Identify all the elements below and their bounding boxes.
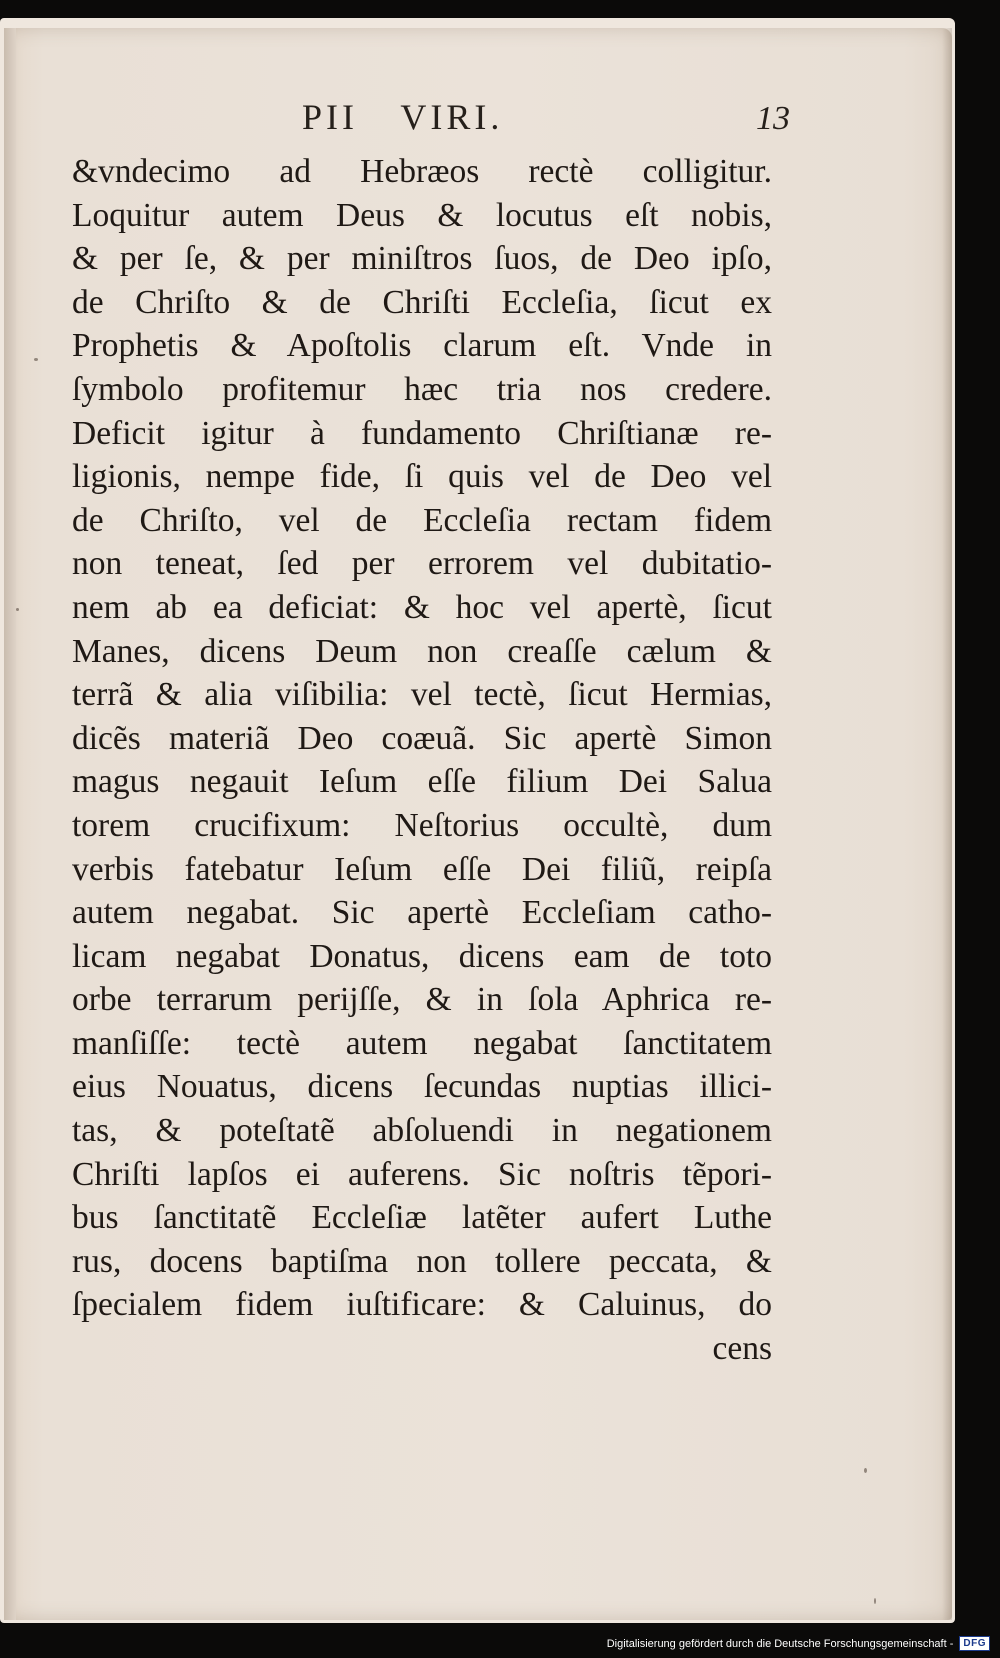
text-line: licam negabat Donatus, dicens eam de toto xyxy=(72,937,772,975)
text-line: Manes, dicens Deum non creaſſe cælum & xyxy=(72,632,772,670)
text-line: bus ſanctitatẽ Eccleſiæ latẽter aufert Luthe xyxy=(72,1199,772,1237)
text-line: & per ſe, & per miniſtros ſuos, de Deo ipſo, xyxy=(72,240,772,278)
text-line: &vndecimo ad Hebræos rectè colligitur. xyxy=(72,153,772,190)
text-line: terrã & alia viſibilia: vel tectè, ſicut Hermias, xyxy=(72,676,772,714)
text-line: de Chriſto & de Chriſti Eccleſia, ſicut ex xyxy=(72,283,772,321)
page-number: 13 xyxy=(756,100,790,137)
text-line: Chriſti lapſos ei auferens. Sic noſtris tẽpori- xyxy=(72,1155,772,1193)
body-text xyxy=(72,150,772,1371)
running-head-title: PII VIRI. xyxy=(302,97,504,137)
text-line: non teneat, ſed per errorem vel dubitatio- xyxy=(72,545,772,583)
text-line: autem negabat. Sic apertè Eccleſiam catho- xyxy=(72,894,772,932)
text-line: Loquitur autem Deus & locutus eſt nobis, xyxy=(72,196,772,234)
text-line: dicẽs materiã Deo coæuã. Sic apertè Simon xyxy=(72,719,772,757)
page-gutter-edge xyxy=(4,28,16,1620)
text-line: ligionis, nempe fide, ſi quis vel de Deo vel xyxy=(72,458,772,496)
credit-text: Digitalisierung gefördert durch die Deutsche Forschungsgemeinschaft - xyxy=(606,1637,954,1650)
dfg-logo-icon: DFG xyxy=(959,1636,990,1651)
text-line: torem crucifixum: Neſtorius occultè, dum xyxy=(72,806,772,844)
text-line: orbe terrarum perijſſe, & in ſola Aphrica re- xyxy=(72,981,772,1019)
catchword: cens xyxy=(712,1330,772,1368)
running-head xyxy=(270,96,790,146)
text-line: de Chriſto, vel de Eccleſia rectam fidem xyxy=(72,501,772,539)
text-line: manſiſſe: tectè autem negabat ſanctitatem xyxy=(72,1024,772,1062)
text-line: nem ab ea deficiat: & hoc vel apertè, ſicut xyxy=(72,588,772,626)
text-line: Deficit igitur à fundamento Chriſtianæ re- xyxy=(72,414,772,452)
text-line: ſymbolo profitemur hæc tria nos credere. xyxy=(72,370,772,408)
text-line: rus, docens baptiſma non tollere peccata, & xyxy=(72,1242,772,1280)
digitization-credit xyxy=(607,1636,990,1651)
text-line: Prophetis & Apoſtolis clarum eſt. Vnde in xyxy=(72,327,772,365)
page-fore-edge xyxy=(942,28,952,1620)
text-line: eius Nouatus, dicens ſecundas nuptias illici- xyxy=(72,1068,772,1106)
text-line: ſpecialem fidem iuſtificare: & Caluinus, do xyxy=(72,1286,772,1324)
text-line: verbis fatebatur Ieſum eſſe Dei filiũ, reipſa xyxy=(72,850,772,888)
text-line: magus negauit Ieſum eſſe filium Dei Salua xyxy=(72,763,772,801)
text-line: tas, & poteſtatẽ abſoluendi in negationem xyxy=(72,1112,772,1150)
